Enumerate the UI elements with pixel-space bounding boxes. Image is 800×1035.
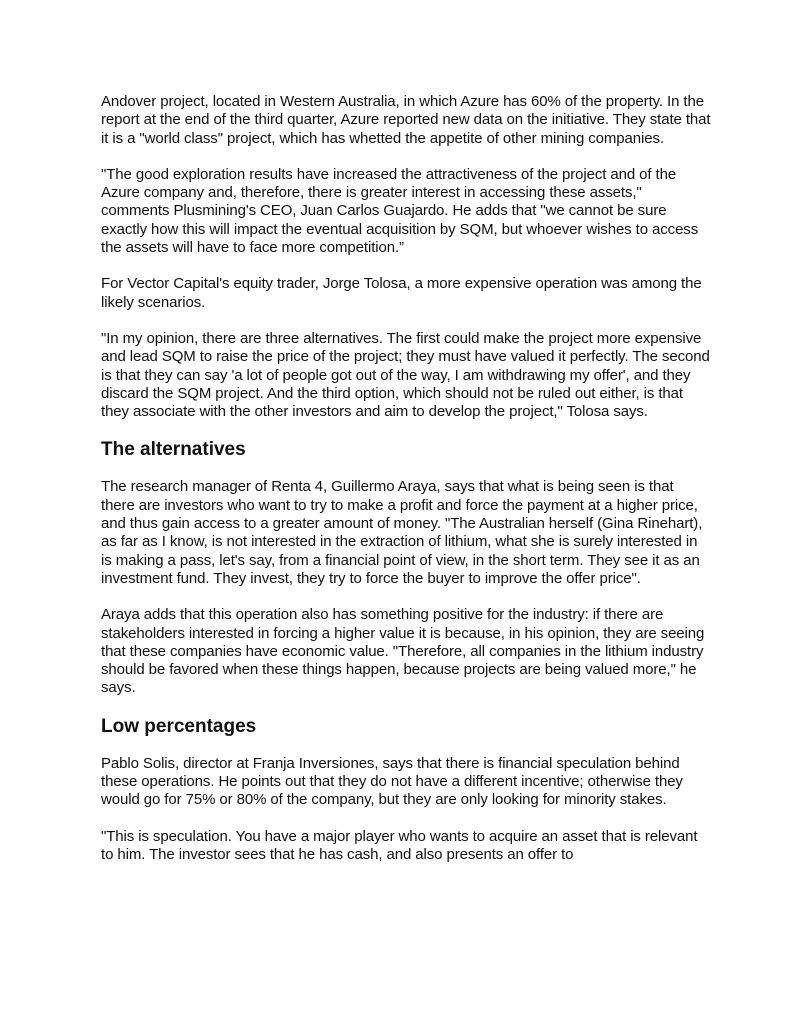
- paragraph-araya-industry: Araya adds that this operation also has something positive for the industry: if there are stakeholders interested in forcing a higher value it is because, in his opinion, they are seeing that these companies have economic value. "Therefore, all companies in the lithium industry should be favored when these things happen, because projects are being valued more," he says.: [101, 606, 705, 697]
- paragraph-araya-research: The research manager of Renta 4, Guillermo Araya, says that what is being seen is that there are investors who want to try to make a profit and force the payment at a higher price, and thus gain access to a greater amount of money. "The Australian herself (Gina Rinehart), as far as I know, is not interested in the extraction of lithium, what she is surely interested in is making a pass, let's say, from a financial point of view, in the short term. They see it as an investment fund. They invest, they try to force the buyer to improve the offer price".: [101, 478, 703, 587]
- section-heading-alternatives: The alternatives: [101, 439, 246, 461]
- paragraph-speculation-quote: "This is speculation. You have a major player who wants to acquire an asset that is relevant to him. The investor sees that he has cash, and also presents an offer to: [101, 827, 698, 863]
- article-page: [101, 93, 711, 882]
- paragraph-solis-speculation: Pablo Solis, director at Franja Inversiones, says that there is financial speculation behind these operations. He points out that they do not have a different incentive; otherwise they would go for 75% or 80% of the company, but they are only looking for minority stakes.: [101, 754, 683, 809]
- paragraph-tolosa-intro: For Vector Capital's equity trader, Jorge Tolosa, a more expensive operation was among the likely scenarios.: [101, 275, 702, 311]
- paragraph-guajardo-quote: "The good exploration results have increased the attractiveness of the project and of the Azure company and, therefore, there is greater interest in accessing these assets," comments Plusmining's CEO, Juan Carlos Guajardo. He adds that "we cannot be sure exactly how this will impact the eventual acquisition by SQM, but whoever wishes to access the assets will have to face more competition.”: [101, 165, 699, 257]
- paragraph-tolosa-quote: "In my opinion, there are three alternatives. The first could make the project more expensive and lead SQM to raise the price of the project; they must have valued it perfectly. The second is that they can say 'a lot of people got out of the way, I am withdrawing my offer', and they discard the SQM project. And the third option, which should not be ruled out either, is that they associate with the other investors and aim to develop the project," Tolosa says.: [101, 329, 710, 421]
- paragraph-andover-project: Andover project, located in Western Australia, in which Azure has 60% of the property. In the report at the end of the third quarter, Azure reported new data on the initiative. They state that it is a "world class" project, which has whetted the appetite of other mining companies.: [101, 93, 711, 147]
- section-heading-low-percentages: Low percentages: [101, 715, 257, 737]
